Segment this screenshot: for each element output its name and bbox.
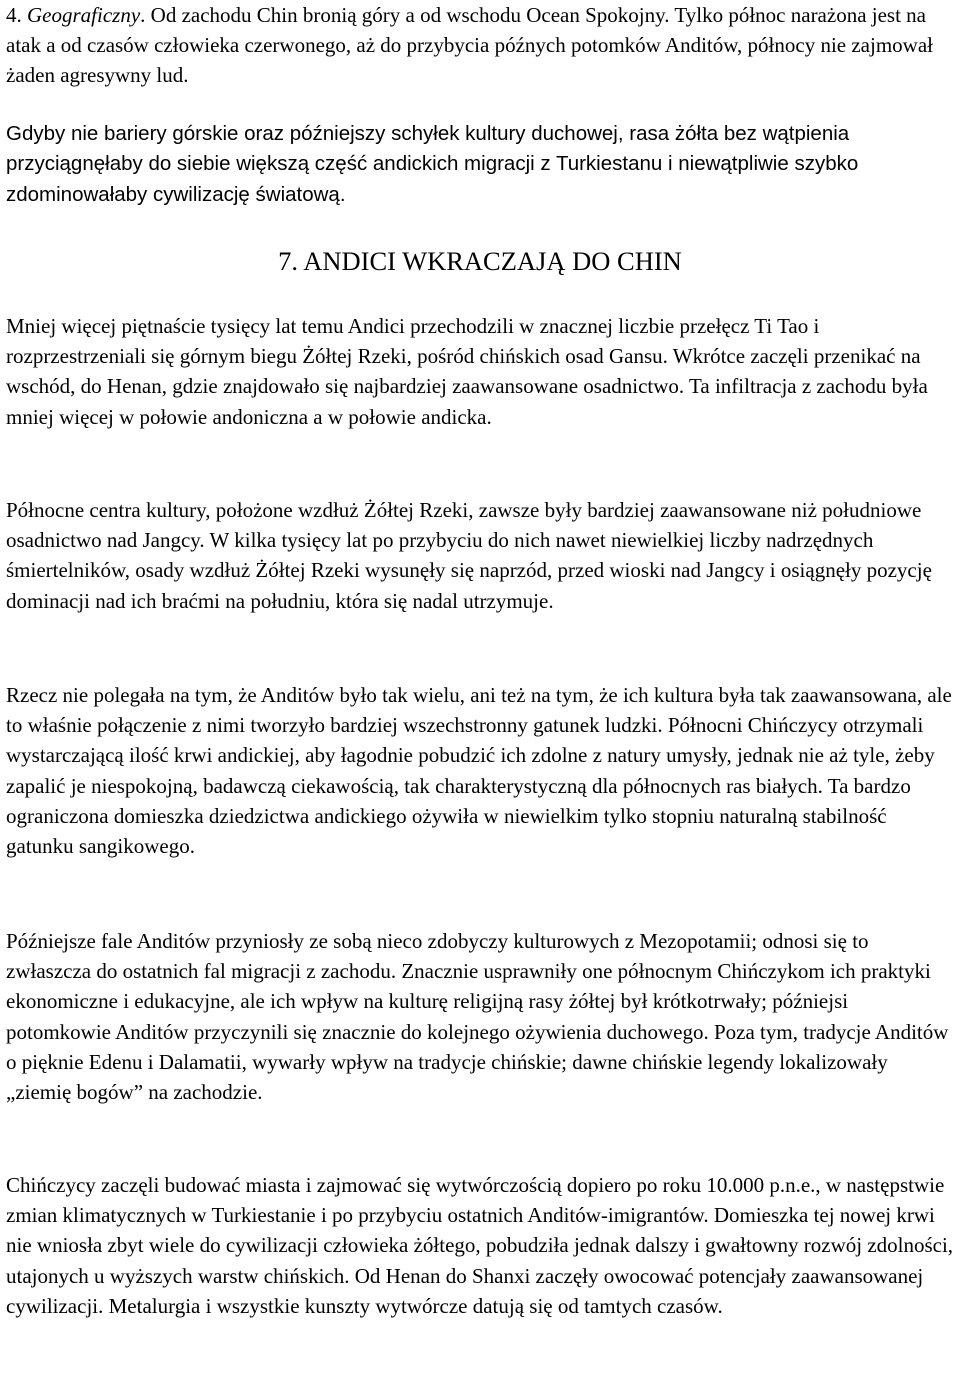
intro-paragraph [6,0,956,91]
body-paragraph-4: Późniejsze fale Anditów przyniosły ze sobą nieco zdobyczy kulturowych z Mezopotamii; odnosi się to zwłaszcza do ostatnich fal migracji z zachodu. Znacznie usprawniły one północnym Chińczykom ich praktyki ekonomiczne i edukacyjne, ale ich wpływ na kulturę religijną rasy żółtej był krótkotrwały; późniejsi potomkowie Anditów przyczynili się znacznie do kolejnego ożywienia duchowego. Poza tym, tradycje Anditów o pięknie Edenu i Dalamatii, wywarły wpływ na tradycje chińskie; dawne chińskie legendy lokalizowały „ziemię bogów” na zachodzie. [6,929,949,1105]
body-paragraph-1: Mniej więcej piętnaście tysięcy lat temu Andici przechodzili w znacznej liczbie przełęcz Ti Tao i rozprzestrzeniali się górnym biegu Żółtej Rzeki, pośród chińskich osad Gansu. Wkrótce zaczęli przenikać na wschód, do Henan, gdzie znajdowało się najbardziej zaawansowane osadnictwo. Ta infiltracja z zachodu była mniej więcej w połowie andoniczna a w połowie andicka. [6,314,928,429]
body-paragraph-3: Rzecz nie polegała na tym, że Anditów było tak wielu, ani też na tym, że ich kultura była tak zaawansowana, ale to właśnie połączenie z nimi tworzyło bardziej wszechstronny gatunek ludzki. Północni Chińczycy otrzymali wystarczającą ilość krwi andickiej, aby łagodnie pobudzić ich zdolne z natury umysły, jednak nie aż tyle, żeby zapalić je niespokojną, badawczą ciekawością, tak charakterystyczną dla północnych ras białych. Ta bardzo ograniczona domieszka dziedzictwa andickiego ożywiła w niewielkim tylko stopniu naturalną stabilność gatunku sangikowego. [6,683,952,859]
body-paragraph-2: Północne centra kultury, położone wzdłuż Żółtej Rzeki, zawsze były bardziej zaawansowane niż południowe osadnictwo nad Jangcy. W kilka tysięcy lat po przybyciu do nich nawet niewielkiej liczby nadrzędnych śmiertelników, osady wzdłuż Żółtej Rzeki wysunęły się naprzód, przed wioski nad Jangcy i osiągnęły pozycję dominacji nad ich braćmi na południu, która się nadal utrzymuje. [6,498,932,613]
intro-number: 4. [6,3,27,27]
sans-paragraph: Gdyby nie bariery górskie oraz późniejszy schyłek kultury duchowej, rasa żółta bez wątpienia przyciągnęłaby do siebie większą część andickich migracji z Turkiestanu i niewątpliwie szybko zdominowałaby cywilizację światową. [6,122,859,206]
intro-term: Geograficzny [27,3,141,27]
body-paragraph-5: Chińczycy zaczęli budować miasta i zajmować się wytwórczością dopiero po roku 10.000 p.n.e., w następstwie zmian klimatycznych w Turkiestanie i po przybyciu ostatnich Anditów-imigrantów. Domieszka tej nowej krwi nie wniosła zbyt wiele do cywilizacji człowieka żółtego, pobudziła jednak dalszy i gwałtowny rozwój zdolności, utajonych u wyższych warstw chińskich. Od Henan do Shanxi zaczęły owocować potencjały zaawansowanej cywilizacji. Metalurgia i wszystkie kunszty wytwórcze datują się od tamtych czasów. [6,1173,954,1318]
intro-text: . Od zachodu Chin bronią góry a od wschodu Ocean Spokojny. Tylko północ narażona jest na atak a od czasów człowieka czerwonego, aż do przybycia późnych potomków Anditów, północy nie zajmował żaden agresywny lud. [6,3,933,88]
section-title: 7. ANDICI WKRACZAJĄ DO CHIN [278,246,682,276]
